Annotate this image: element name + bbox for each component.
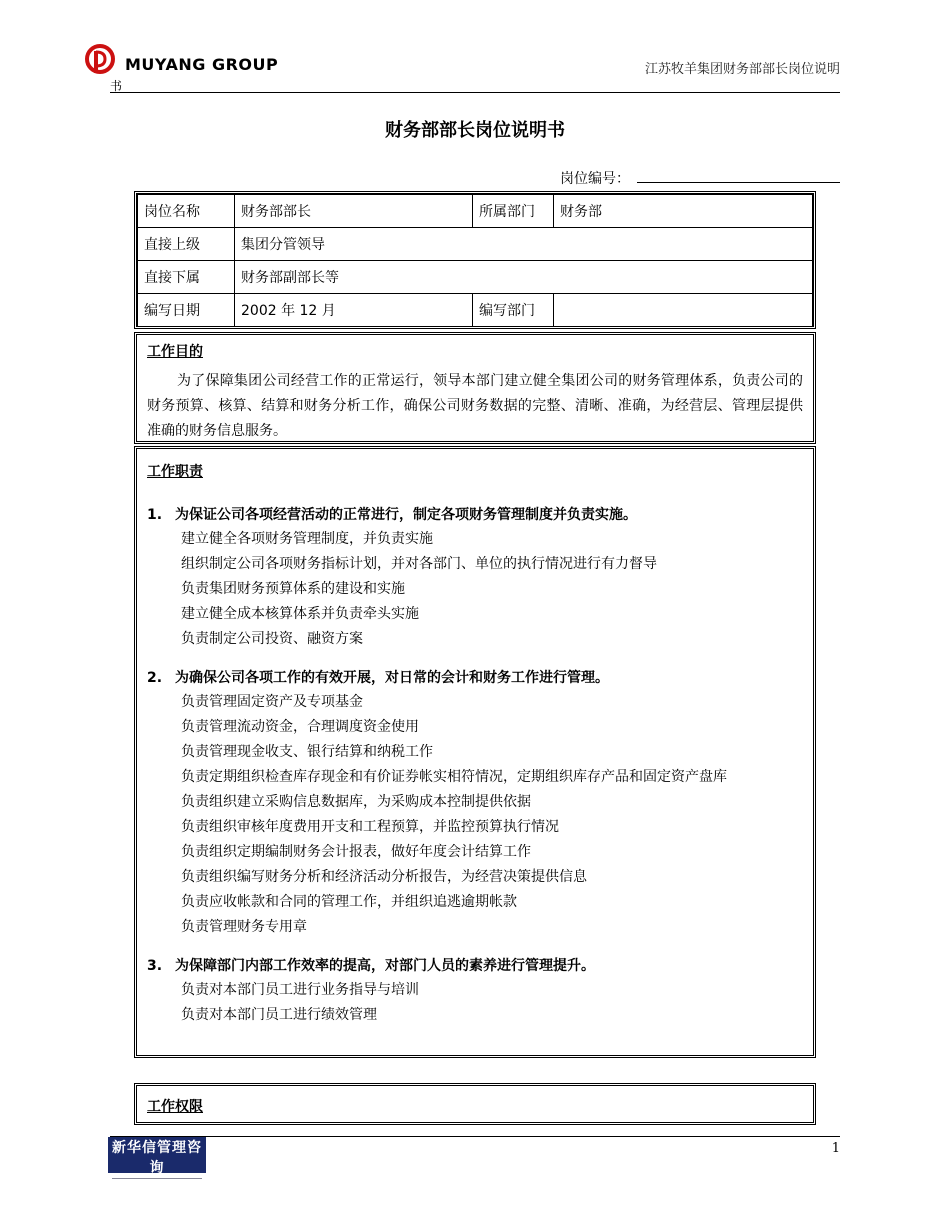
duty-group-title <box>147 503 803 527</box>
duty-group-number: 2. <box>147 670 163 686</box>
list-item <box>147 552 803 577</box>
sinotrust-logo-cn: 新华信管理咨询 <box>112 1140 202 1176</box>
duty-item-text: 负责对本部门员工进行业务指导与培训 <box>181 982 419 998</box>
position-number-label: 岗位编号： <box>560 171 630 187</box>
list-item <box>147 865 803 890</box>
list-item <box>147 627 803 652</box>
table-row <box>138 228 813 261</box>
duty-item-text: 负责组织建立采购信息数据库，为采购成本控制提供依据 <box>181 794 531 810</box>
table-row <box>138 195 813 228</box>
duty-list <box>147 978 803 1028</box>
position-name-value: 财务部部长 <box>235 195 473 228</box>
list-item <box>147 740 803 765</box>
duty-list <box>147 527 803 652</box>
duty-item-text: 建立健全成本核算体系并负责牵头实施 <box>181 606 419 622</box>
work-duties-heading: 工作职责 <box>147 464 203 480</box>
header-divider <box>110 92 840 93</box>
author-dept-label: 编写部门 <box>473 294 554 327</box>
header-doc-name-wrap: 书 <box>110 79 123 93</box>
work-purpose-section <box>134 332 816 444</box>
list-item <box>147 1003 803 1028</box>
duty-item-text: 负责组织定期编制财务会计报表，做好年度会计结算工作 <box>181 844 531 860</box>
duty-item-text: 负责组织审核年度费用开支和工程预算，并监控预算执行情况 <box>181 819 559 835</box>
duty-item-text: 负责组织编写财务分析和经济活动分析报告，为经营决策提供信息 <box>181 869 587 885</box>
footer-divider <box>110 1136 840 1137</box>
duty-item-text: 负责管理固定资产及专项基金 <box>181 694 363 710</box>
duty-group-title-text: 为确保公司各项工作的有效开展，对日常的会计和财务工作进行管理。 <box>175 670 609 686</box>
company-name: MUYANG GROUP <box>125 55 279 74</box>
department-label: 所属部门 <box>473 195 554 228</box>
list-item <box>147 840 803 865</box>
list-item <box>147 577 803 602</box>
position-number-blank <box>637 182 840 183</box>
superior-label: 直接上级 <box>138 228 235 261</box>
list-item <box>147 765 803 790</box>
duty-item-text: 组织制定公司各项财务指标计划，并对各部门、单位的执行情况进行有力督导 <box>181 556 657 572</box>
duty-list <box>147 690 803 940</box>
date-value: 2002 年 12 月 <box>235 294 473 327</box>
duty-item-text: 负责管理现金收支、银行结算和纳税工作 <box>181 744 433 760</box>
document-title: 财务部部长岗位说明书 <box>385 120 565 141</box>
list-item <box>147 690 803 715</box>
work-purpose-text: 为了保障集团公司经营工作的正常运行，领导本部门建立健全集团公司的财务管理体系，负责公司的财务预算、核算、结算和财务分析工作，确保公司财务数据的完整、清晰、准确，为经营层、管理层提供准确的财务信息服务。 <box>147 373 803 439</box>
duty-group-title-text: 为保障部门内部工作效率的提高，对部门人员的素养进行管理提升。 <box>175 958 595 974</box>
date-label: 编写日期 <box>138 294 235 327</box>
duty-group <box>147 666 803 940</box>
superior-value: 集团分管领导 <box>235 228 813 261</box>
duty-item-text: 负责定期组织检查库存现金和有价证券帐实相符情况，定期组织库存产品和固定资产盘库 <box>181 769 727 785</box>
table-row <box>138 294 813 327</box>
author-dept-value <box>554 294 813 327</box>
muyang-logo-icon <box>84 43 118 77</box>
position-name-label: 岗位名称 <box>138 195 235 228</box>
work-duties-section <box>134 446 816 1058</box>
position-info-table <box>134 191 816 329</box>
duty-item-text: 负责集团财务预算体系的建设和实施 <box>181 581 405 597</box>
subordinate-value: 财务部副部长等 <box>235 261 813 294</box>
duty-group-number: 3. <box>147 958 163 974</box>
list-item <box>147 978 803 1003</box>
work-authority-heading: 工作权限 <box>147 1099 203 1115</box>
duty-item-text: 负责管理财务专用章 <box>181 919 307 935</box>
list-item <box>147 790 803 815</box>
page-number: 1 <box>831 1141 840 1156</box>
duty-item-text: 负责应收帐款和合同的管理工作，并组织追逃逾期帐款 <box>181 894 517 910</box>
work-purpose-heading: 工作目的 <box>147 344 203 360</box>
duty-group-title <box>147 666 803 690</box>
duty-groups <box>147 503 803 1028</box>
work-authority-section <box>134 1083 816 1125</box>
duty-group-number: 1. <box>147 507 163 523</box>
duty-item-text: 负责管理流动资金，合理调度资金使用 <box>181 719 419 735</box>
duty-group <box>147 954 803 1028</box>
list-item <box>147 915 803 940</box>
department-value: 财务部 <box>554 195 813 228</box>
sinotrust-logo <box>108 1137 206 1190</box>
list-item <box>147 715 803 740</box>
list-item <box>147 890 803 915</box>
header-doc-name: 江苏牧羊集团财务部部长岗位说明 <box>644 62 840 77</box>
duty-item-text: 建立健全各项财务管理制度，并负责实施 <box>181 531 433 547</box>
list-item <box>147 527 803 552</box>
duty-item-text: 负责制定公司投资、融资方案 <box>181 631 363 647</box>
list-item <box>147 602 803 627</box>
duty-group <box>147 503 803 652</box>
subordinate-label: 直接下属 <box>138 261 235 294</box>
sinotrust-logo-en: SINOTRUST <box>112 1178 202 1191</box>
duty-group-title-text: 为保证公司各项经营活动的正常进行，制定各项财务管理制度并负责实施。 <box>175 507 637 523</box>
table-row <box>138 261 813 294</box>
duty-group-title <box>147 954 803 978</box>
duty-item-text: 负责对本部门员工进行绩效管理 <box>181 1007 377 1023</box>
list-item <box>147 815 803 840</box>
